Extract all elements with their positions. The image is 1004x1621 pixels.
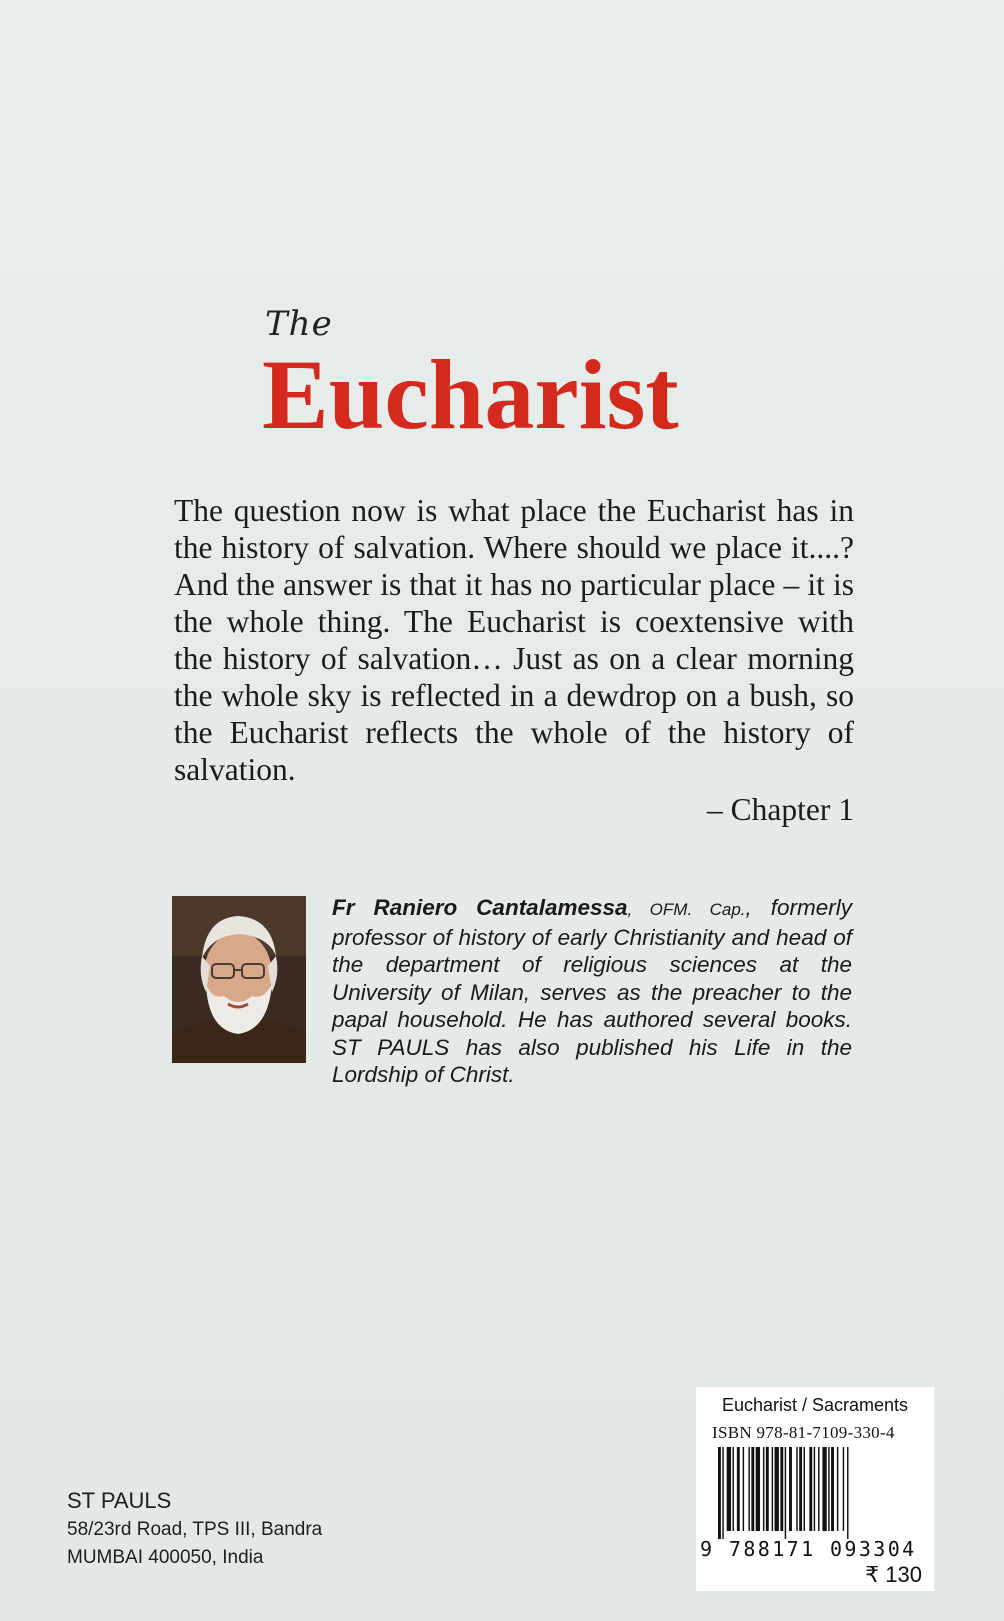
author-portrait-icon bbox=[172, 896, 306, 1063]
quote-source: – Chapter 1 bbox=[707, 792, 854, 827]
publisher-block bbox=[67, 1486, 322, 1572]
author-bio bbox=[332, 894, 852, 1089]
barcode-icon bbox=[718, 1447, 912, 1539]
author-name: Fr Raniero Cantalamessa bbox=[332, 895, 628, 920]
barcode-label bbox=[696, 1387, 934, 1591]
title-prefix: The bbox=[265, 304, 333, 344]
author-bio-text: , formerly professor of history of early Christianity and head of the department of religious sciences at the University of Milan, serves as the preacher to the papal household. He has authored several books. ST PAULS has also published his Life in the Lordship of Christ. bbox=[332, 895, 852, 1087]
ean-number: 9 788171 093304 bbox=[700, 1537, 917, 1561]
author-order: , OFM. Cap. bbox=[627, 900, 746, 919]
price: ₹ 130 bbox=[865, 1562, 922, 1587]
book-category: Eucharist / Sacraments bbox=[721, 1395, 909, 1415]
publisher-name: ST PAULS bbox=[67, 1488, 172, 1513]
publisher-address-line-2: MUMBAI 400050, India bbox=[67, 1547, 264, 1568]
cover-quote: The question now is what place the Eucharist has in the history of salvation. Where should we place it....? And the answer is that it has no particular place – it is the whole thing. The Eucharist is coextensive with the history of salvation… Just as on a clear morning the whole sky is reflected in a dewdrop on a bush, so the Eucharist reflects the whole of the history of salvation. bbox=[174, 493, 854, 787]
publisher-address-line-1: 58/23rd Road, TPS III, Bandra bbox=[67, 1519, 323, 1540]
author-photo bbox=[172, 896, 306, 1063]
isbn: ISBN 978-81-7109-330-4 bbox=[712, 1423, 895, 1442]
book-title: Eucharist bbox=[262, 339, 679, 450]
